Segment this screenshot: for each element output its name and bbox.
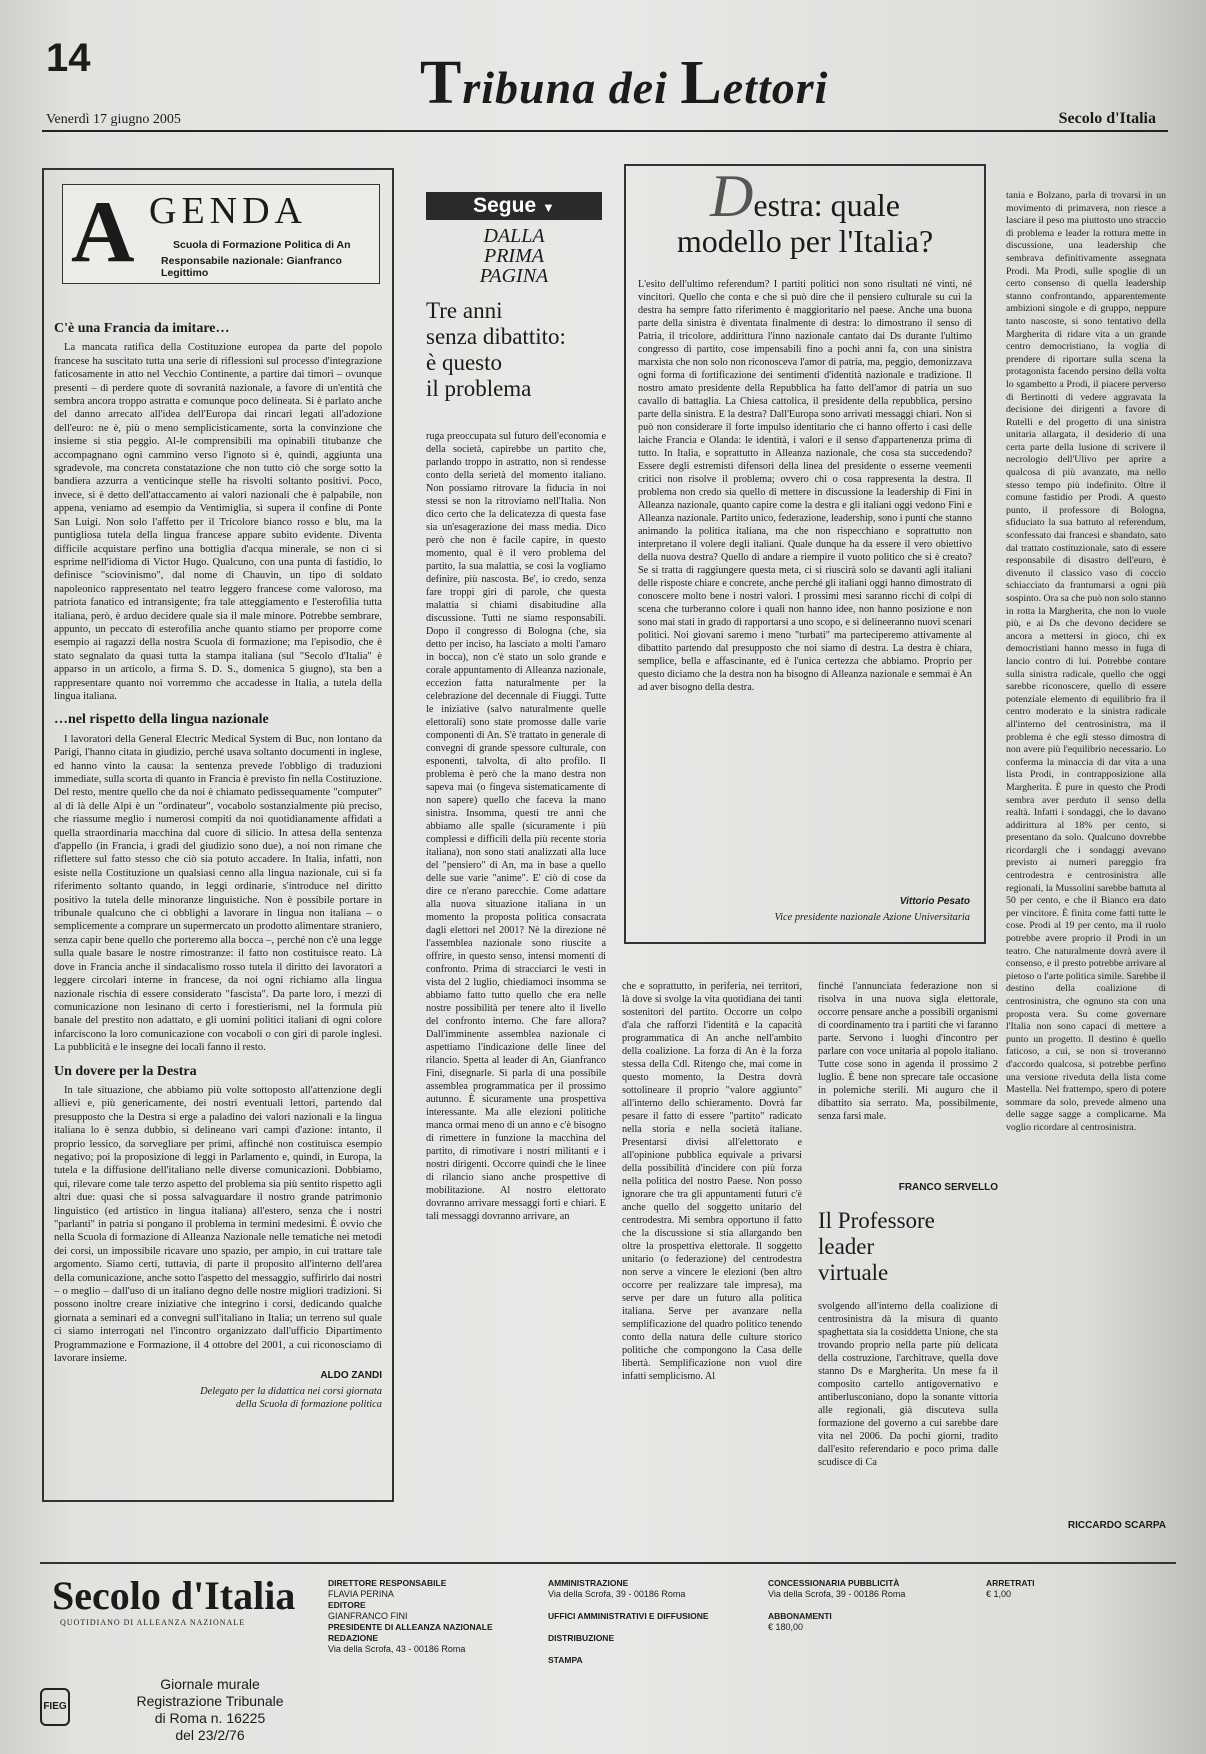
dalla-prima-pagina — [426, 226, 602, 286]
right-column — [1006, 190, 1166, 1510]
tre-anni-text1: ruga preoccupata sul futuro dell'economia e della società, capirebbe un partito che, parlando troppo in astratto, non si rendesse conto della serietà del momento italiano. Non possiamo ritrovare la fiducia in noi stessi se non la ritroviamo nell'Italia. Non dico certo che la delicatezza di questa fase sia un'esagerazione dei mass media. Dico però che non è facile capire, in questo momento, qual è il vero problema del partito, la sua malattia, se così la vogliamo definire, più nascosta. Be', io credo, senza fare troppi giri di parole, che questa malattia si chiami disabitudine alla discussione. Tutti ne siamo responsabili. Dopo il congresso di Bologna (che, sia detto per inciso, ha lasciato a molti l'amaro in bocca), non c'è stato un solo grande e corale appuntamento di Alleanza nazionale, eccezion fatta naturalmente per la celebrazione del decennale di Fiuggi. Tutte le iniziative (salvo naturalmente quelle elettorali) sono state promosse dalle varie componenti di An. S'è trattato in generale di convegni di grande spessore culturale, con esponenti, talvolta, di alto profilo. Il problema è però che la mano destra non sapeva mai (o fingeva sistematicamente di non sapere) quello che faceva la mano sinistra. Insomma, questi tre anni che abbiamo alle spalle (sicuramente i più complessi e difficili della più recente storia italiana), non sono stati analizzati alla luce del "pensiero" di An, ma in base a quello delle sue varie "anime". E' ciò di cose da dire ce n'erano parecchie. Come adattare alla nuova situazione italiana in un momento la proposta politica consacrata dagli elettori nel 2001? Nè la direzione né l'assemblea nazionale sono riuscite a offrire, in questo senso, intensi momenti di confronto. Prima di stracciarci le vesti in vista del 2 luglio, chiediamoci insomma se abbiamo fatto tutto quello che era nelle nostre possibilità per tenere alto il livello del confronto interno. Che fare allora? Dall'imminente assemblea nazionale ci aspettiamo l'indicazione delle linee del rilancio. Spetta al leader di An, Gianfranco Fini, disegnarle. Si parla di una possibile assemblea programmatica per il prossimo autunno. È sicuramente una prospettiva interessante. Ma alle elezioni politiche manca ormai meno di un anno e c'è bisogno di rimettere in funzione la macchina del partito, di rimotivare i nostri militanti e i nostri dirigenti. Occorre quindi che le linee di rilancio siano anche prospettive di mobilitazione. Al nostro elettorato dovranno arrivare messaggi forti e chiari. E tali messaggi dovranno arrivare, an — [426, 431, 606, 1222]
masthead-cap-t: T — [420, 49, 463, 117]
footer-rule — [40, 1562, 1176, 1564]
servello-signature: FRANCO SERVELLO — [898, 1182, 998, 1193]
dalla-text: DALLA — [483, 225, 545, 247]
tre-anni-column2 — [622, 980, 802, 1540]
header-rule — [42, 130, 1168, 132]
page-number: 14 — [46, 36, 91, 80]
credit-label-amministrazione: AMMINISTRAZIONE — [548, 1578, 629, 1588]
credit-label-redazione: REDAZIONE — [328, 1633, 379, 1643]
right-column-signature: RICCARDO SCARPA — [1067, 1520, 1166, 1531]
agenda-signature: ALDO ZANDI — [320, 1370, 382, 1382]
credit-arretrati: € 1,00 — [986, 1589, 1012, 1599]
credit-label-uffici: UFFICI AMMINISTRATIVI E DIFFUSIONE — [548, 1611, 709, 1621]
registration-block — [110, 1676, 310, 1744]
footer-paper-logo: Secolo d'Italia — [52, 1573, 296, 1618]
registration-line4: del 23/2/76 — [175, 1727, 245, 1743]
agenda-logo-word: GENDA — [149, 190, 307, 232]
agenda-signature-role2: della Scuola di formazione politica — [235, 1399, 382, 1411]
agenda-responsible: Responsabile nazionale: Gianfranco Legittimo — [161, 255, 342, 279]
masthead-cap-l: L — [680, 49, 723, 117]
agenda-section1-text: La mancata ratifica della Costituzione europea da parte del popolo francese ha suscitato tutta una serie di riflessioni sul processo d'integrazione faticosamente in atto nel Vecchio Continente, a partire dai timori – ovunque presenti – di perdere quote di sovranità nazionale, a favore di un'entità che sembra ancora troppo astratta e comunque poco delineata. Si è parlato anche del danno arrecato all'idea dell'Europa dai rincari legati all'adozione dell'euro: ne è, più o meno semplicisticamente, sorta la convinzione che insieme si stia peggio. Al-le comprensibili ma opinabili titubanze che accompagnano ogni cammino verso l'ignoto si è, quindi, aggiunta una sgradevole, ma concreta constatazione che non tutto ciò che sorge sotto la bandiera azzurra a venticinque stelle ha risvolti soltanto positivi. Poco, invece, si è detto dell'attaccamento ai valori nazionali che è palpabile, non appena, veniamo ad esempio da Ventimiglia, si supera il confine di Ponte San Luigi. Non solo l'affetto per il Tricolore bianco rosso e blu, ma la puntigliosa tutela della lingua francese appare subito evidente. Diventa difficile acquistare perfino una bottiglia d'acqua minerale, se non ci si esprime nell'idioma di Victor Hugo. Qualcuno, con una punta di fastidio, lo definisce "sciovinismo", dal nome di Chauvin, un tipo di soldato napoleonico rappresentato nel teatro leggero francese come valoroso, ma patriota fanatico ed intransigente; fra tale atteggiamento e l'esterofilia tutta italiana, però, è arduo decidere quale sia il male minore. Potrebbe sembrare, appunto, un peccato di esterofilia anche quanto stiamo per proporre come esempio ai ragazzi della nostra Scuola di formazione; ma l'episodio, che è stato segnalato da quasi tutta la stampa italiana (sul "Secolo d'Italia" è apparso in un articolo, a firma S. D. S., domenica 5 giugno), sta ben a rappresentare quanto noi vorremmo che accadesse in Italia, a tutela della lingua italiana. — [54, 342, 382, 702]
pagina-text: PAGINA — [479, 265, 549, 287]
destra-article — [638, 278, 972, 890]
tre-headline-line2: senza dibattito: — [426, 324, 566, 349]
credit-label-director: DIRETTORE RESPONSABILE — [328, 1578, 447, 1588]
footer-tagline: QUOTIDIANO DI ALLEANZA NAZIONALE — [60, 1618, 246, 1627]
agenda-section1-title: C'è una Francia da imitare… — [54, 321, 230, 336]
professore-headline — [818, 1208, 998, 1286]
destra-title-rest: estra: quale — [753, 187, 900, 223]
credit-pubblicita: Via della Scrofa, 39 - 00186 Roma — [768, 1589, 906, 1599]
destra-body: L'esito dell'ultimo referendum? I partiti politici non sono risultati né vinti, né vincitori. Quello che conta e che si può dire che il pensiero culturale su cui la destra ha sempre fatto riferimento è maggioritario nel paese. Anche una buona parte della sinistra è diventata finalmente di destra: lo dimostrano il senso di Patria, il tricolore, addirittura l'inno nazionale cantato dai Ds durante l'ultimo congresso di partito, cose impensabili fino a pochi anni fa, con una sinistra marxista che non solo non riconosceva l'amor di patria, ma, peggio, demonizzava ogni forma di fortificazione dei sentimenti d'identità nazionale e tradizione. Il nostro amato presidente della Repubblica ha fatto dell'amor di patria un suo cavallo di battaglia. La Chiesa cattolica, il presidente della repubblica, persino parte della sinistra. E la destra? Dall'Europa sono arrivati messaggi chiari. Non si può non considerare il forte impulso identitario che ci hanno offerto i casi delle laiche Francia e Olanda: le identità, i valori e il senso d'appartenenza prima di tutto. In Italia, e soprattutto in Alleanza nazionale, che cosa sta succedendo? Essere degli estremisti difensori della linea del presidente o esserne veementi critici non risolve il problema; ovvero chi o cosa rappresenta la destra. Il problema non credo sia quello di mettere in discussione la leadership di Fini in Alleanza nazionale, quanto capire come la destra e gli italiani oggi vedono Fini e Alleanza nazionale. Partito unico, federazione, leadership, sono i punti che stanno animando la politica italiana, ma che non rispecchiano e soprattutto non interpretano il volere degli italiani. Quale dunque ha da essere il vero obiettivo della nuova destra? Quello di andare a riempire il vuoto politico che si è creato? Se si tratta di raggiungere questa meta, ci si riuscirà solo se davanti agli italiani delle risposte chiare e concrete, anche perché gli italiani oggi hanno dimostrato di conoscere molto bene i nostri valori. I prossimi mesi saranno ricchi di colpi di scena che turberanno colore i quali non hanno idee, non hanno posizione e non sono mai stati in grado di rapportarsi a uno scopo, e si delineeranno nuovi scenari politici. Noi giovani saremo i meno "turbati" ma parteciperemo attivamente al dibattito partendo dal presupposto che noi siamo di destra. La destra è chiara, semplice, bella e affascinante, ed è l'unica certezza che abbiamo. Proprio per questo diciamo che la destra non ha bisogno di Alleanza nazionale e semmai è An ad aver bisogno della destra. — [638, 279, 972, 693]
destra-signature-role: Vice presidente nazionale Azione Universitaria — [774, 912, 970, 923]
credit-publisher: GIANFRANCO FINI — [328, 1611, 408, 1621]
credits-col2 — [548, 1578, 748, 1666]
agenda-article — [54, 312, 382, 1412]
segue-banner — [426, 192, 602, 220]
section-masthead — [420, 48, 828, 119]
registration-line3: di Roma n. 16225 — [154, 1710, 266, 1726]
destra-headline — [640, 163, 970, 259]
destra-signature: Vittorio Pesato — [899, 896, 970, 907]
agenda-section2-title: …nel rispetto della lingua nazionale — [54, 712, 269, 728]
credit-label-publisher: EDITORE — [328, 1600, 366, 1610]
credit-abbonamenti: € 180,00 — [768, 1622, 804, 1632]
servello-text: finché l'annunciata federazione non si risolva in una nuova sigla elettorale, occorre pensare anche a possibili organismi di coordinamento tra i partiti che vi faranno parte. Servono i luoghi d'incontro per parlare con voce unitaria al popolo italiano. Tutte cose sono in agenda il prossimo 2 luglio. È bene non sprecare tale occasione in polemiche sterili. Mi auguro che il dibattito sia serrato. Ma, possibilmente, senza farsi male. — [818, 981, 998, 1122]
credits-col1 — [328, 1578, 518, 1655]
destra-title-cap: D — [710, 163, 754, 229]
credit-redazione: Via della Scrofa, 43 - 00186 Roma — [328, 1644, 466, 1654]
tre-anni-text2: che e soprattutto, in periferia, nei territori, là dove si svolge la vita quotidiana dei tanti sostenitori del partito. Occorre un colpo d'ala che rafforzi l'identità e la capacità programmatica di An anche nell'ambito della coalizione. La forza di An è la forza stessa della Cdl. Ritengo che, mai come in questo momento, la Destra dovrà sottolineare il proprio "valore aggiunto" all'interno dello schieramento. Dovrà far pesare il fatto di essere "partito" radicato nella storia e nella società italiane. Presentarsi divisi all'elettorato e all'opinione pubblica equivale a privarsi della possibilità d'incidere con più forza nella politica del nostro Paese. Non posso ignorare che tra gli appuntamenti futuri c'è anche quello del soggetto unitario del centrodestra. Mi sembra opportuno il fatto che la discussione si stia allargando ben oltre la prospettiva elettorale. Il soggetto unitario (o federazione) del centrodestra non serve a vincere le elezioni (ben altro occorre per realizzare tale impresa), ma serve per dare un futuro alla politica italiana. Serve per avanzare nella semplificazione del quadro politico tenendo conto della natura delle culture storico politiche che compongono la Casa delle libertà. Semplificazione non vuol dire infatti semplicismo. Al — [622, 981, 802, 1382]
segue-arrow-icon: ▼ — [542, 200, 555, 215]
prima-text: PRIMA — [484, 245, 544, 267]
professore-text: svolgendo all'interno della coalizione di centrosinistra dà la misura di quanto spaghettata sia la cosiddetta Unione, che sta trovando proprio nella parte più delicata della costruzione, l'architrave, quella dove stanno Ds e Margherita. Un mese fa il composito cartello antigovernativo e antiberlusconiano, dopo la sonante vittoria alle regionali, già discuteva sulla formazione del governo a cui sarebbe dare vita nel 2006. Da pochi giorni, tradito dall'esito referendario e poco prima dalle scudisce di Ca — [818, 1301, 998, 1468]
agenda-signature-role1: Delegato per la didattica nei corsi giornata — [200, 1385, 382, 1397]
destra-title-line2: modello per l'Italia? — [676, 223, 934, 259]
fieg-logo: FIEG — [40, 1688, 70, 1726]
tre-anni-headline — [426, 298, 606, 402]
professore-column — [818, 1300, 998, 1540]
segue-label: Segue — [473, 194, 537, 217]
credit-label-pubblicita: CONCESSIONARIA PUBBLICITÀ — [768, 1578, 900, 1588]
paper-logo-small: Secolo d'Italia — [1058, 110, 1156, 127]
tre-headline-line1: Tre anni — [426, 298, 503, 323]
tre-headline-line4: il problema — [426, 376, 532, 401]
credit-label-distribuzione: DISTRIBUZIONE — [548, 1633, 615, 1643]
issue-date: Venerdì 17 giugno 2005 — [46, 112, 181, 127]
agenda-section3-title: Un dovere per la Destra — [54, 1063, 197, 1079]
agenda-header — [62, 184, 380, 284]
tre-headline-line3: è questo — [426, 350, 503, 375]
credit-label-stampa: STAMPA — [548, 1655, 583, 1665]
registration-line1: Giornale murale — [160, 1676, 260, 1692]
credit-label-president: PRESIDENTE DI ALLEANZA NAZIONALE — [328, 1622, 493, 1632]
servello-column — [818, 980, 998, 1176]
credit-director: FLAVIA PERINA — [328, 1589, 394, 1599]
credit-label-abbonamenti: ABBONAMENTI — [768, 1611, 832, 1621]
credit-label-arretrati: ARRETRATI — [986, 1578, 1035, 1588]
prof-headline-line2: leader — [818, 1234, 875, 1259]
masthead-text-1: ribuna dei — [462, 62, 681, 113]
credits-col3 — [768, 1578, 968, 1633]
credit-amministrazione: Via della Scrofa, 39 - 00186 Roma — [548, 1589, 686, 1599]
credits-col4 — [986, 1578, 1162, 1600]
registration-line2: Registrazione Tribunale — [136, 1693, 284, 1709]
prof-headline-line1: Il Professore — [818, 1208, 935, 1233]
masthead-text-2: ettori — [722, 62, 829, 113]
agenda-section2-text: I lavoratori della General Electric Medical System di Buc, non lontano da Parigi, l'hanno citata in giudizio, perché usava soltanto documenti in inglese, ed hanno vinto la causa: la sentenza prevede l'obbligo di traduzioni immediate, sulla scorta di quanto in Francia è previsto fin nella Costituzione. Del resto, mentre quello che da noi è chiamato pedissequamente "computer" al di là delle Alpi è un "ordinateur", vocabolo sostanzialmente più preciso, che riassume meglio i numerosi compiti da noi quotidianamente affidati a quella straordinaria macchina dal cuore di silicio. In attesa della sentenza d'appello (in Francia, i gradi del giudizio sono due), a noi non rimane che riflettere sul fatto stesso che ciò sia potuto accadere. In Italia, infatti, non esiste nella Costituzione un qualsiasi cenno alla lingua nazionale, cui si fa riferimento soltanto quando, in leggi ordinarie, s'introduce nel diritto positivo la tutela delle minoranze linguistiche. Non è possibile portare in tribunale qualcuno che ci obblighi a lavorare in lingua non italiana – o semplicemente a comprare un supermercato un prodotto alimentare straniero, senza capir bene quello che porteremo alla bocca –, perché non c'è una legge sulla quale basare le nostre rimostranze: il fatto non costituisce reato. Là dove in Francia anche il sindacalismo rosso tutela il diritto dei lavoratori a leggere circolari interne in francese, da noi ogni richiamo alla lingua nazionale rischia di essere considerato "fascista". Da parte loro, i mezzi di comunicazione non lesinano di certo i forestierismi, nel la formula più banale del prestito non adattato, e gli uomini politici italiani di ogni colore infarciscono la loro comunicazione con vocaboli o con giri di parole inglesi. La pubblicità e le insegne dei locali fanno il resto. — [54, 733, 382, 1054]
tre-anni-column1 — [426, 430, 606, 1540]
agenda-section3-text: In tale situazione, che abbiamo più volte sottoposto all'attenzione degli allievi e, più genericamente, dei nostri eventuali lettori, partendo dal presupposto che la Destra si erge a paladino dei valori nazionali e la lingua italiana lo è senza dubbio, si delineano vari campi d'azione: intanto, il proprio lessico, da sorvegliare per primi, affinché non costituisca esempio negativo; poi la proposizione di leggi in Parlamento e, quindi, in Europa, la tutela e la diffusione dell'italiano nelle diverse comunicazioni. Dobbiamo, qui, rilevare come tale terzo aspetto del problema sia più sentito rispetto agli altri due: quasi che si possa salvaguardare il nostro grande patrimonio linguistico (ed artistico in lingua italiana) all'estero, senza che i nostri "parlanti" in patria si pongano il problema in termini medesimi. È ovvio che nella Scuola di formazione di Alleanza Nazionale nelle tematiche nei metodi dei corsi, un impossibile ricavare uno spazio, per ampio, in cui trattare tale argomento. Siamo certi, tuttavia, di parte il proposito all'interno dell'area della comunicazione, anche sotto l'aspetto del messaggio, suffirirlo dai nostri – o meglio – dall'uso di un italiano degno delle nostre migliori tradizioni. Si possono inoltre creare iniziative che integrino i corsi, dedicando qualche giornata a seminari ed a convegni sull'italiano in Italia; un terreno sul quale ci siamo interrogati nel l'incontro organizzato dall'ufficio Dipartimento Programmazione e Formazione, il 4 ottobre del 2001, a cui riconosciamo di lavorare insieme. — [54, 1084, 382, 1365]
right-column-text: tania e Bolzano, parla di trovarsi in un movimento di primavera, non riesce a lasciare il peso ma piuttosto uno straccio di problema e leader la rottura mette in discussione, una leadership che sembrava definitivamente assegnata Prodi. Ma Prodi, sulle spoglie di un certo consenso di quella leadership stanno confrontando, apparentemente ambizioni singole e di gruppo, neppure tanto nascoste, si sono tentativo della Margherita di ridare vita a un grande centro democristiano, la voglia di prendere di riportare sulla scena la protagonista facendo persino della volta lo sgambetto a Prodi, il piacere perverso di Bertinotti di vedere aggravata la decisione dei dirigenti a favore di Rutelli e del progetto di una sinistra unitaria allargata, il desiderio di una certa parte della lusione di scrivere il necrologio dell'Ulivo per aprire a qualcosa di più avanzato, ma nello stesso tempo più indefinito. Oltre il comune fastidio per Prodi. A questo punto, il professore di Bologna, sfiduciato la sua battuto al referendum, sconfessato dai francesi e sbandato, sato dal trattato costituzionale, sato di essere responsabile di disastro dell'euro, è divenuto il classico vaso di coccio schiacciato da frantumarsi a ogni più sospinto. Ora sa che può non solo stanno in rotta la Margherita, che non lo vuole più, e ai Ds che devono decidere se ancora a mettersi in gioco, chi ex democristiani hanno messo in fuga di lancio contro di lui. Potrebbe contare sulla sinistra radicale, quello che oggi sarebbe riconoscere, quello di essere potenziale elemento di equilibrio fra il centro moderato e la sinistra radicale all'interno del centrosinistra, ma il problema è che egli stesso dimostra di non avere più l'equilibrio necessario. Lo conferma la minaccia di dar vita a una lista Prodi, in contrapposizione alla Margherita. È pure in questo che Prodi sembra aver perduto il senso della realtà. Infatti i sondaggi, che lo davano addirittura al 18% per cento, si presentano da solo. Qualcuno dovrebbe ricordargli che i sondaggi avevano previsto ai numeri pareggio fra centrodestra e centrosinistra alle regionali, la Mussolini sarebbe battuta al 50 per cento, e che il Bianco era dato per vincitore. È finita come fatti tutte le cose. Prodi al 19 per cento, ma il ruolo potrebbe avere proprio il Prodi in un teatro. Che naturalmente dovrà avere il consenso, e il presto potrebbe arrivare al pietoso o l'arte politica simile. Sarebbe il destino della coalizione di centrosinistra, che ognuno sta con una proposta vera. Su come governare l'Italia non sono capaci di mettere a punto un progetto. Il destino è quello faticoso, a cui, se non si troveranno d'accordo qualcosa, si potrebbe perfino una versione riveduta della lista come Mastella. Nel frattempo, spero di potere sommare da solo, prevede almeno una delle sagge sagge a complicarne. Ma voglio ricordare al centrosinistra. — [1006, 190, 1166, 1133]
prof-headline-line3: virtuale — [818, 1260, 889, 1285]
agenda-logo-letter: A — [71, 184, 135, 281]
agenda-school: Scuola di Formazione Politica di An — [173, 239, 351, 251]
